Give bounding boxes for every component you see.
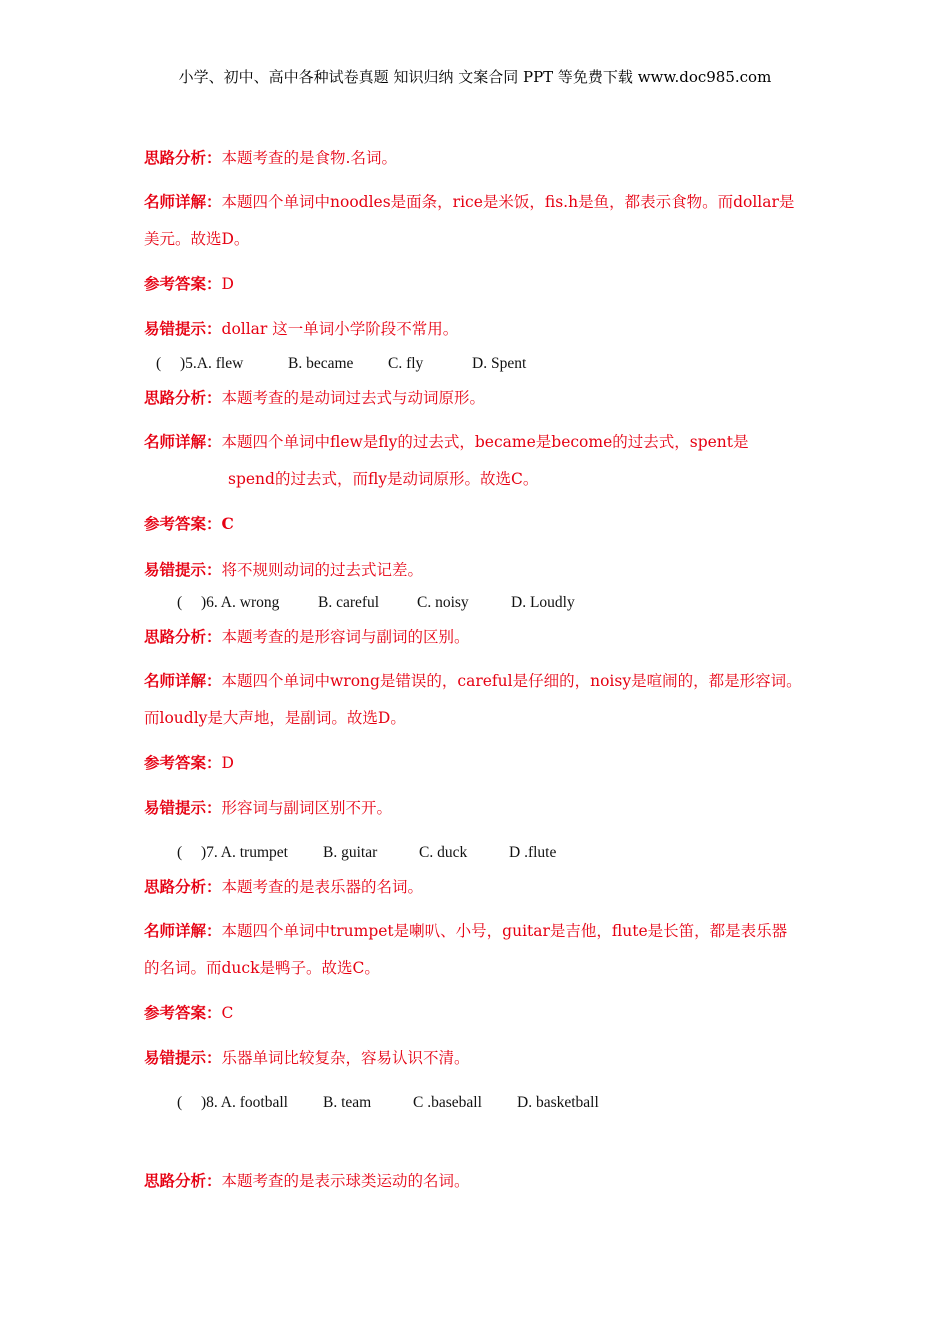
page-header: 小学、初中、高中各种试卷真题 知识归纳 文案合同 PPT 等免费下载 www.doc985.com	[178, 68, 772, 86]
detail-text: 本题四个单词中noodles是面条，rice是米饭，fis.h是鱼，都表示食物。而dollar是	[221, 193, 795, 211]
tip-text: 形容词与副词区别不开。	[221, 799, 393, 817]
q6-detail-line2: 而loudly是大声地，是副词。故选D。	[144, 709, 406, 727]
option-b: B. became	[288, 355, 354, 372]
question-paren: (	[177, 1094, 183, 1111]
answer-value: D	[221, 754, 234, 772]
answer-value: C	[221, 1004, 234, 1022]
q6-question	[177, 592, 575, 614]
option-a: )7. A. trumpet	[201, 844, 288, 861]
analysis-label: 思路分析：	[144, 388, 222, 407]
q8-analysis	[144, 1170, 470, 1192]
option-c: C. duck	[419, 844, 468, 861]
option-c: C .baseball	[413, 1094, 482, 1111]
q7-answer	[144, 1002, 233, 1024]
tip-label: 易错提示：	[144, 1048, 222, 1067]
answer-label: 参考答案：	[144, 753, 222, 772]
option-b: B. guitar	[323, 844, 378, 861]
answer-label: 参考答案：	[144, 1003, 222, 1022]
q5-detail-line1	[144, 431, 749, 453]
q4-answer	[144, 273, 234, 295]
answer-value: C	[221, 514, 234, 533]
q4-detail-line1	[144, 191, 794, 213]
option-c: C. noisy	[417, 594, 469, 611]
answer-label: 参考答案：	[144, 274, 222, 293]
analysis-label: 思路分析：	[144, 877, 222, 896]
q5-analysis	[144, 387, 485, 409]
analysis-text: 本题考查的是表乐器的名词。	[221, 878, 424, 896]
q8-question	[177, 1092, 599, 1114]
analysis-text: 本题考查的是动词过去式与动词原形。	[221, 389, 486, 407]
tip-label: 易错提示：	[144, 319, 222, 338]
detail-text: 本题四个单词中wrong是错误的，careful是仔细的，noisy是喧闹的，都是形容词。	[221, 672, 802, 690]
detail-label: 名师详解：	[144, 921, 222, 940]
q5-question	[156, 353, 526, 375]
analysis-text: 本题考查的是形容词与副词的区别。	[221, 628, 470, 646]
q6-answer	[144, 752, 234, 774]
option-d: D. Spent	[472, 355, 527, 372]
option-a: )5.A. flew	[180, 355, 244, 372]
q5-tip	[144, 559, 423, 581]
option-a: )6. A. wrong	[201, 594, 280, 611]
option-b: B. team	[323, 1094, 372, 1111]
detail-label: 名师详解：	[144, 192, 222, 211]
q7-detail-line2: 的名词。而duck是鸭子。故选C。	[144, 959, 380, 977]
option-c: C. fly	[388, 355, 424, 372]
option-a: )8. A. football	[201, 1094, 288, 1111]
question-paren: (	[177, 844, 183, 861]
q7-question	[177, 842, 556, 864]
analysis-text: 本题考查的是表示球类运动的名词。	[221, 1172, 470, 1190]
detail-label: 名师详解：	[144, 671, 222, 690]
analysis-label: 思路分析：	[144, 1171, 222, 1190]
q5-detail-line2: spend的过去式，而fly是动词原形。故选C。	[228, 470, 539, 488]
detail-text: 本题四个单词中flew是fly的过去式，became是become的过去式，spent是	[221, 433, 749, 451]
option-d: D .flute	[509, 844, 557, 861]
q4-detail-line2: 美元。故选D。	[144, 230, 250, 248]
option-b: B. careful	[318, 594, 380, 611]
answer-label: 参考答案：	[144, 514, 222, 533]
tip-text: 将不规则动词的过去式记差。	[221, 561, 424, 579]
question-paren: (	[156, 355, 162, 372]
q6-tip	[144, 797, 392, 819]
analysis-text: 本题考查的是食物.名词。	[221, 149, 397, 167]
tip-text: 乐器单词比较复杂，容易认识不清。	[221, 1049, 470, 1067]
q6-analysis	[144, 626, 470, 648]
q7-analysis	[144, 876, 423, 898]
q4-analysis	[144, 147, 397, 169]
q5-answer	[144, 513, 234, 535]
option-d: D. Loudly	[511, 594, 575, 611]
detail-text: 本题四个单词中trumpet是喇叭、小号，guitar是吉他，flute是长笛，都是表乐器	[221, 922, 788, 940]
q7-detail-line1	[144, 920, 787, 942]
tip-label: 易错提示：	[144, 798, 222, 817]
analysis-label: 思路分析：	[144, 148, 222, 167]
q4-tip	[144, 318, 458, 340]
analysis-label: 思路分析：	[144, 627, 222, 646]
answer-value: D	[221, 275, 234, 293]
option-d: D. basketball	[517, 1094, 599, 1111]
q7-tip	[144, 1047, 470, 1069]
q6-detail-line1	[144, 670, 802, 692]
tip-label: 易错提示：	[144, 560, 222, 579]
tip-text: dollar 这一单词小学阶段不常用。	[221, 320, 459, 338]
detail-label: 名师详解：	[144, 432, 222, 451]
question-paren: (	[177, 594, 183, 611]
